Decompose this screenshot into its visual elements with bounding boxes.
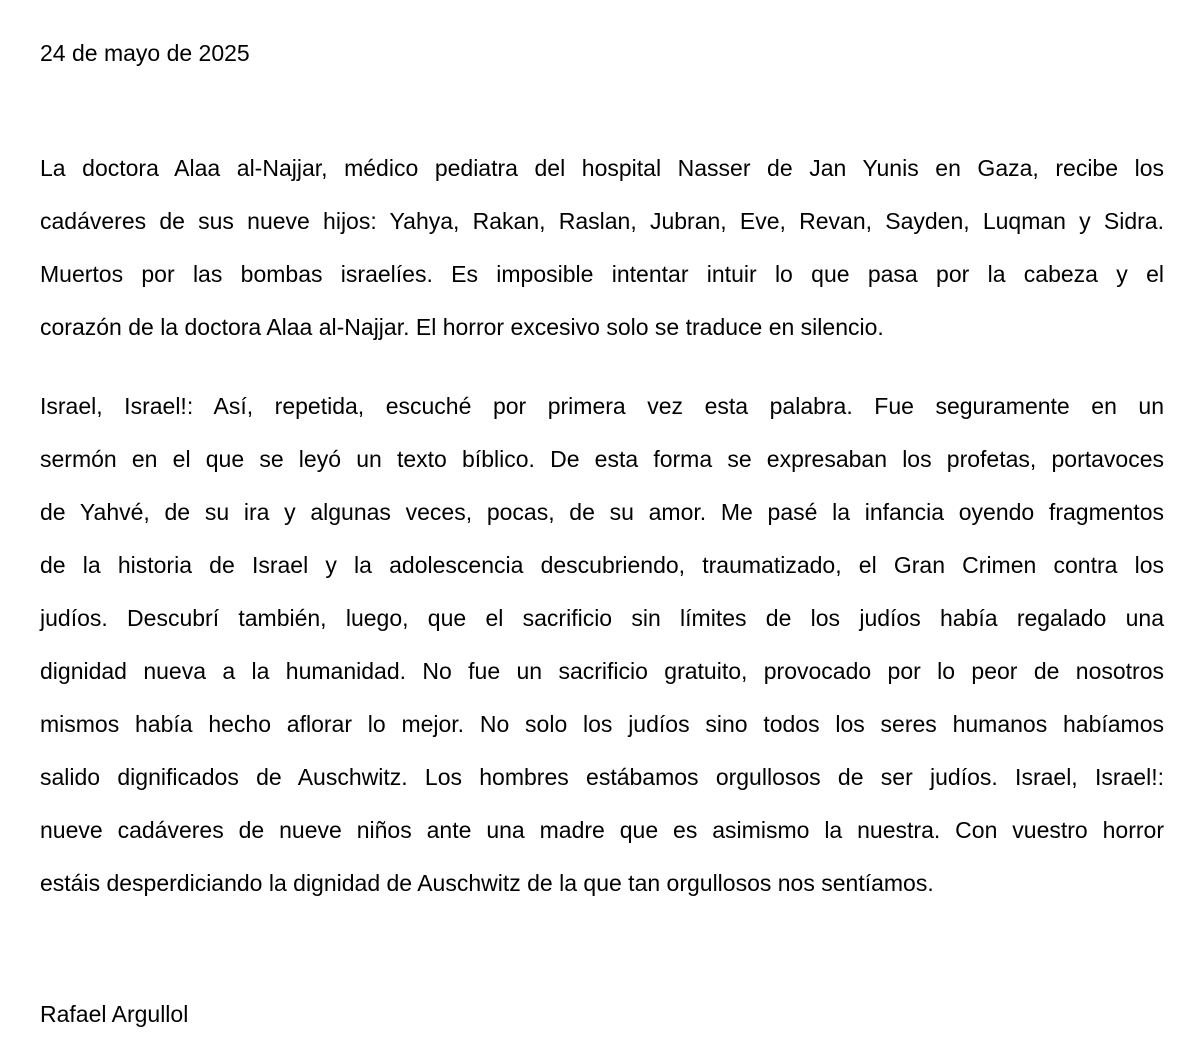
paragraph-line: cadáveres de sus nueve hijos: Yahya, Rakan, Raslan, Jubran, Eve, Revan, Sayden, Luqman y Sidra. <box>40 208 1164 234</box>
paragraph-line: Israel, Israel!: Así, repetida, escuché por primera vez esta palabra. Fue seguramente en un <box>40 393 1164 419</box>
paragraph-1 <box>40 142 1164 354</box>
paragraph-line: judíos. Descubrí también, luego, que el sacrificio sin límites de los judíos había regalado una <box>40 605 1164 631</box>
author-signature: Rafael Argullol <box>40 1001 189 1027</box>
paragraph-line: de la historia de Israel y la adolescencia descubriendo, traumatizado, el Gran Crimen contra los <box>40 552 1164 578</box>
paragraph-line: salido dignificados de Auschwitz. Los hombres estábamos orgullosos de ser judíos. Israel, Israel!: <box>40 764 1164 790</box>
paragraph-2 <box>40 380 1164 910</box>
paragraph-line: corazón de la doctora Alaa al-Najjar. El horror excesivo solo se traduce en silencio. <box>40 314 884 340</box>
paragraph-line: La doctora Alaa al-Najjar, médico pediatra del hospital Nasser de Jan Yunis en Gaza, recibe los <box>40 155 1164 181</box>
paragraph-line: nueve cadáveres de nueve niños ante una madre que es asimismo la nuestra. Con vuestro horror <box>40 817 1164 843</box>
paragraph-line: mismos había hecho aflorar lo mejor. No solo los judíos sino todos los seres humanos habíamos <box>40 711 1164 737</box>
document-date: 24 de mayo de 2025 <box>40 40 250 66</box>
paragraph-line: sermón en el que se leyó un texto bíblico. De esta forma se expresaban los profetas, portavoces <box>40 446 1164 472</box>
paragraph-line: dignidad nueva a la humanidad. No fue un sacrificio gratuito, provocado por lo peor de nosotros <box>40 658 1164 684</box>
paragraph-line: de Yahvé, de su ira y algunas veces, pocas, de su amor. Me pasé la infancia oyendo fragmentos <box>40 499 1164 525</box>
paragraph-line: Muertos por las bombas israelíes. Es imposible intentar intuir lo que pasa por la cabeza y el <box>40 261 1164 287</box>
paragraph-line: estáis desperdiciando la dignidad de Auschwitz de la que tan orgullosos nos sentíamos. <box>40 870 934 896</box>
